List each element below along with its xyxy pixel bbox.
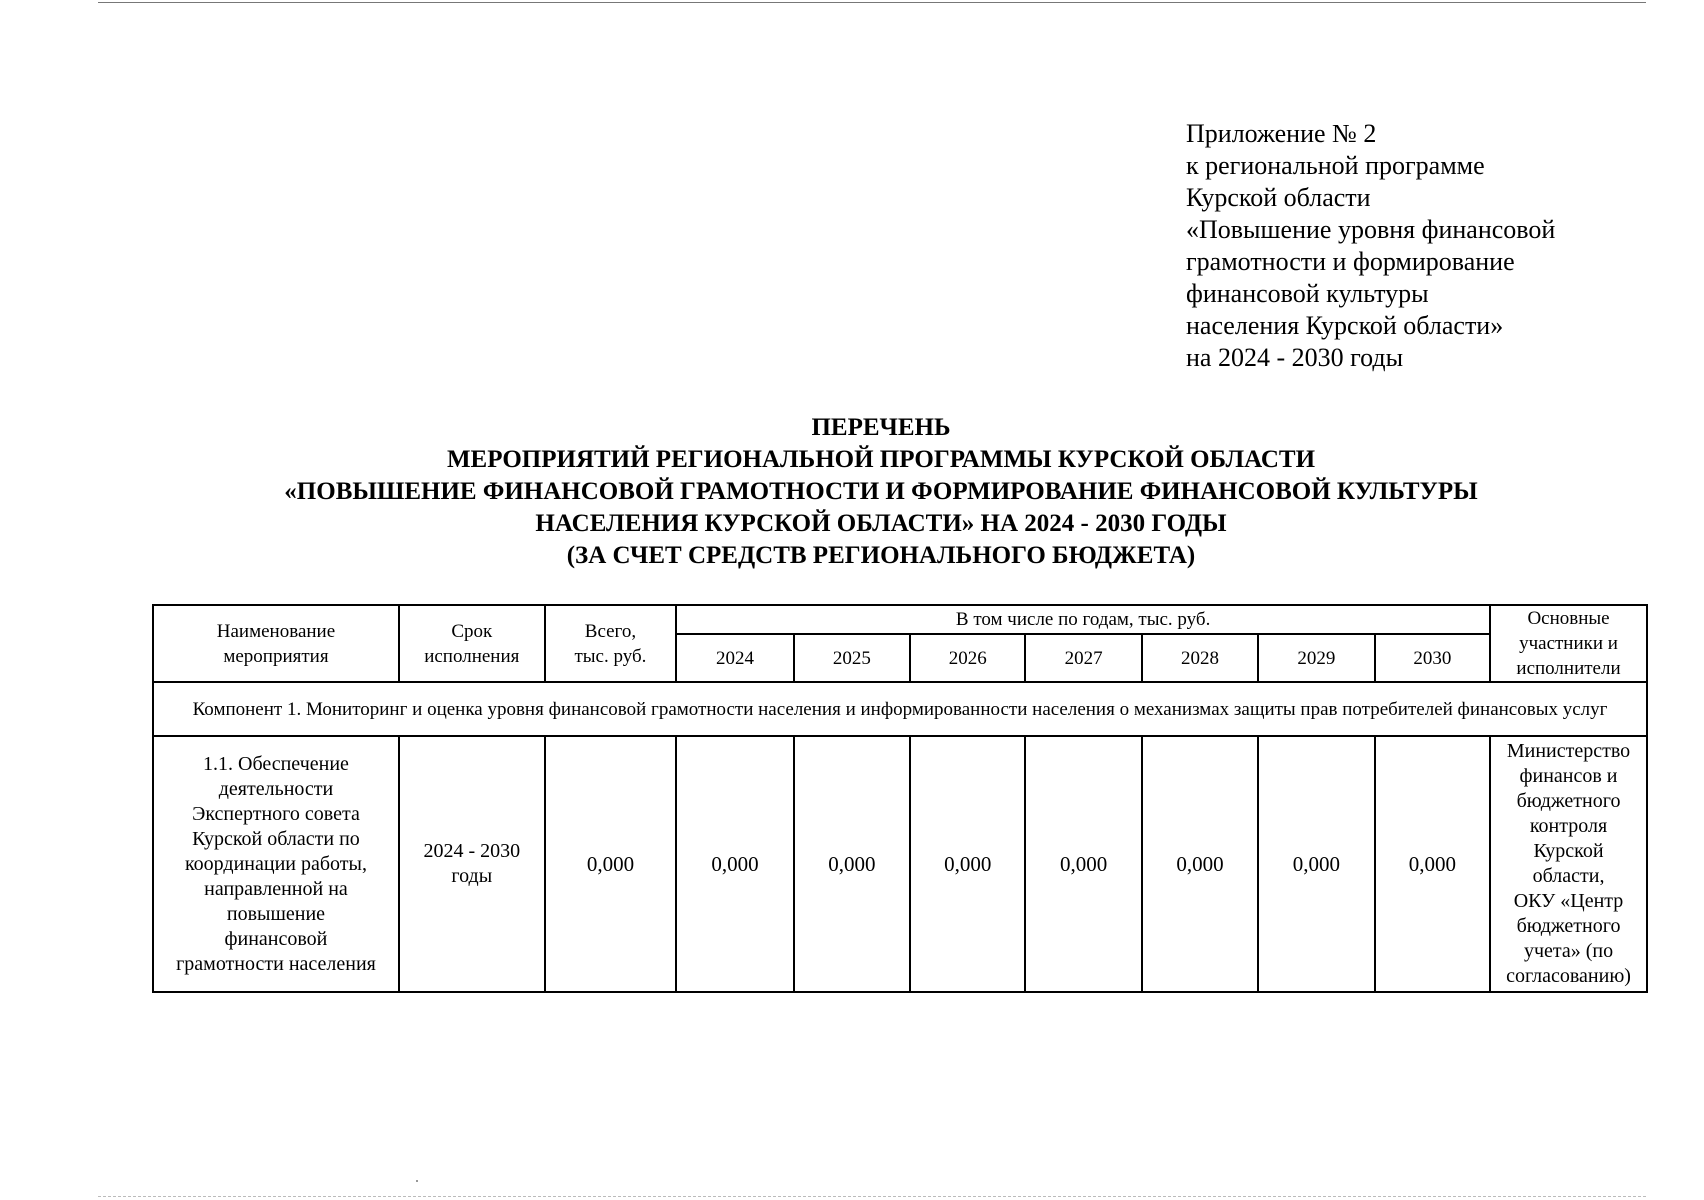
measure-total: 0,000 [545, 736, 677, 992]
header-name: Наименование мероприятия [153, 605, 399, 682]
appendix-line: Приложение № 2 [1186, 119, 1377, 148]
scan-bottom-edge-line [98, 1196, 1646, 1197]
header-by-years: В том числе по годам, тыс. руб. [676, 605, 1490, 634]
appendix-line: к региональной программе [1186, 151, 1485, 180]
header-year: 2030 [1375, 634, 1490, 682]
appendix-line: «Повышение уровня финансовой [1186, 215, 1556, 244]
table-row [153, 736, 1647, 992]
measure-name: 1.1. Обеспечение деятельности Экспертного совета Курской области по координации работы, направленной на повышение финансовой грамотности населения [153, 736, 399, 992]
measure-value-2025: 0,000 [794, 736, 910, 992]
appendix-line: на 2024 - 2030 годы [1186, 343, 1404, 372]
header-year: 2029 [1258, 634, 1374, 682]
header-term: Срок исполнения [399, 605, 545, 682]
measure-value-2026: 0,000 [910, 736, 1025, 992]
measure-value-2030: 0,000 [1375, 736, 1490, 992]
component-row [153, 682, 1647, 736]
measure-value-2024: 0,000 [676, 736, 793, 992]
scan-speck [416, 1180, 418, 1182]
heading-line: (ЗА СЧЕТ СРЕДСТВ РЕГИОНАЛЬНОГО БЮДЖЕТА) [566, 542, 1196, 569]
component-title: Компонент 1. Мониторинг и оценка уровня финансовой грамотности населения и информированности населения о механизмах защиты прав потребителей финансовых услуг [153, 682, 1647, 736]
appendix-note [1186, 118, 1606, 374]
scan-top-edge-line [98, 2, 1646, 3]
table-header-row [153, 605, 1647, 634]
header-year: 2027 [1025, 634, 1141, 682]
header-total: Всего, тыс. руб. [545, 605, 677, 682]
header-year: 2024 [676, 634, 793, 682]
appendix-line: грамотности и формирование [1186, 247, 1515, 276]
heading-line: ПЕРЕЧЕНЬ [811, 414, 951, 441]
header-year: 2025 [794, 634, 910, 682]
appendix-line: финансовой культуры [1186, 279, 1429, 308]
measure-participants: Министерство финансов и бюджетного контроля Курской области, ОКУ «Центр бюджетного учета» (по согласованию) [1490, 736, 1647, 992]
heading-line: НАСЕЛЕНИЯ КУРСКОЙ ОБЛАСТИ» НА 2024 - 2030 ГОДЫ [535, 510, 1227, 537]
header-participants: Основные участники и исполнители [1490, 605, 1647, 682]
header-year: 2028 [1142, 634, 1258, 682]
measure-value-2029: 0,000 [1258, 736, 1374, 992]
heading-line: МЕРОПРИЯТИЙ РЕГИОНАЛЬНОЙ ПРОГРАММЫ КУРСКОЙ ОБЛАСТИ [446, 446, 1316, 473]
measure-term: 2024 - 2030 годы [399, 736, 545, 992]
appendix-line: населения Курской области» [1186, 311, 1504, 340]
measure-value-2028: 0,000 [1142, 736, 1258, 992]
heading-line: «ПОВЫШЕНИЕ ФИНАНСОВОЙ ГРАМОТНОСТИ И ФОРМИРОВАНИЕ ФИНАНСОВОЙ КУЛЬТУРЫ [284, 478, 1478, 505]
measures-table [152, 604, 1648, 993]
document-heading [100, 412, 1662, 572]
header-year: 2026 [910, 634, 1025, 682]
appendix-line: Курской области [1186, 183, 1371, 212]
measure-value-2027: 0,000 [1025, 736, 1141, 992]
